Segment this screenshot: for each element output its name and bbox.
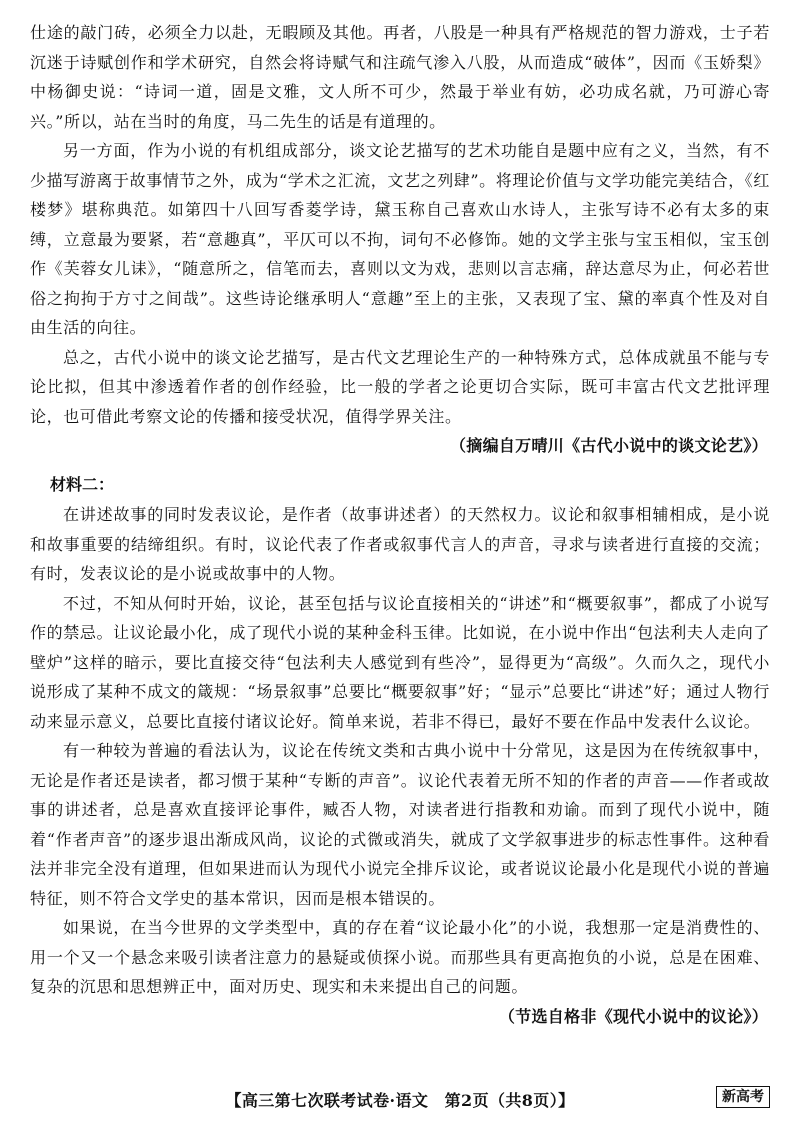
paragraph-common-view: 有一种较为普遍的看法认为，议论在传统文类和古典小说中十分常见，这是因为在传统叙事中，无论是作者还是读者，都习惯于某种“专断的声音”。议论代表着无所不知的作者的声音——作者或故事的讲述者，总是喜欢直接评论事件，臧否人物，对读者进行指教和劝谕。而到了现代小说中，随着“作者声音”的逐步退出渐成风尚，议论的式微或消失，就成了文学叙事进步的标志性事件。这种看法并非完全没有道理，但如果进而认为现代小说完全排斥议论，或者说议论最小化是现代小说的普遍特征，则不符合文学史的基本常识，因而是根本错误的。	[30, 741, 770, 908]
material-two-heading: 材料二：	[50, 475, 115, 494]
footer-page-info: 【高三第七次联考试卷·语文 第2页（共8页）】	[225, 1091, 575, 1110]
paragraph-narration-right: 在讲述故事的同时发表议论，是作者（故事讲述者）的天然权力。议论和叙事相辅相成，是小说和故事重要的结缔组织。有时，议论代表了作者或叙事代言人的声音，寻求与读者进行直接的交流；有时，发表议论的是小说或故事中的人物。	[30, 505, 770, 583]
source-citation-two: （节选自格非《现代小说中的议论》）	[498, 1006, 768, 1026]
exam-type-badge: 新高考	[716, 1086, 770, 1108]
source-citation-one: （摘编自万晴川《古代小说中的谈文论艺》）	[449, 436, 768, 455]
paragraph-continued: 仕途的敲门砖，必须全力以赴，无暇顾及其他。再者，八股是一种具有严格规范的智力游戏，士子若沉迷于诗赋创作和学术研究，自然会将诗赋气和注疏气渗入八股，从而造成“破体”，因而《玉娇梨》中杨御史说：“诗词一道，固是文雅，文人所不可少，然最于举业有妨，必功成名就，乃可游心寄兴。”所以，站在当时的角度，马二先生的话是有道理的。	[30, 23, 770, 131]
paragraph-conclusion: 总之，古代小说中的谈文论艺描写，是古代文艺理论生产的一种特殊方式，总体成就虽不能与专论比拟，但其中渗透着作者的创作经验，比一般的学者之论更切合实际，既可丰富古代文艺批评理论，也可借此考察文论的传播和接受状况，值得学界关注。	[30, 347, 770, 426]
paragraph-minimal-commentary: 如果说，在当今世界的文学类型中，真的存在着“议论最小化”的小说，我想那一定是消费性的、用一个又一个悬念来吸引读者注意力的悬疑或侦探小说。而那些具有更高抱负的小说，总是在困难、复杂的沉思和思想辨正中，面对历史、现实和未来提出自己的问题。	[30, 918, 770, 996]
material-one-body	[30, 18, 770, 461]
material-two	[30, 470, 770, 1032]
paragraph-art-function: 另一方面，作为小说的有机组成部分，谈文论艺描写的艺术功能自是题中应有之义，当然，有不少描写游离于故事情节之外，成为“学术之汇流，文艺之列肆”。将理论价值与文学功能完美结合，《红楼梦》堪称典范。如第四十八回写香菱学诗，黛玉称自己喜欢山水诗人，主张写诗不必有太多的束缚，立意最为要紧，若“意趣真”，平仄可以不拘，词句不必修饰。她的文学主张与宝玉相似，宝玉创作《芙蓉女儿诔》，“随意所之，信笔而去，喜则以文为戏，悲则以言志痛，辞达意尽为止，何必若世俗之拘拘于方寸之间哉”。这些诗论继承明人“意趣”至上的主张，又表现了宝、黛的率真个性及对自由生活的向往。	[30, 141, 770, 337]
paragraph-taboo: 不过，不知从何时开始，议论，甚至包括与议论直接相关的“讲述”和“概要叙事”，都成了小说写作的禁忌。让议论最小化，成了现代小说的某种金科玉律。比如说，在小说中作出“包法利夫人走向了壁炉”这样的暗示，要比直接交待“包法利夫人感觉到有些冷”，显得更为“高级”。久而久之，现代小说形成了某种不成文的箴规：“场景叙事”总要比“概要叙事”好；“显示”总要比“讲述”好；通过人物行动来显示意义，总要比直接付诸议论好。简单来说，若非不得已，最好不要在作品中发表什么议论。	[30, 593, 770, 731]
page-footer	[0, 1084, 800, 1112]
